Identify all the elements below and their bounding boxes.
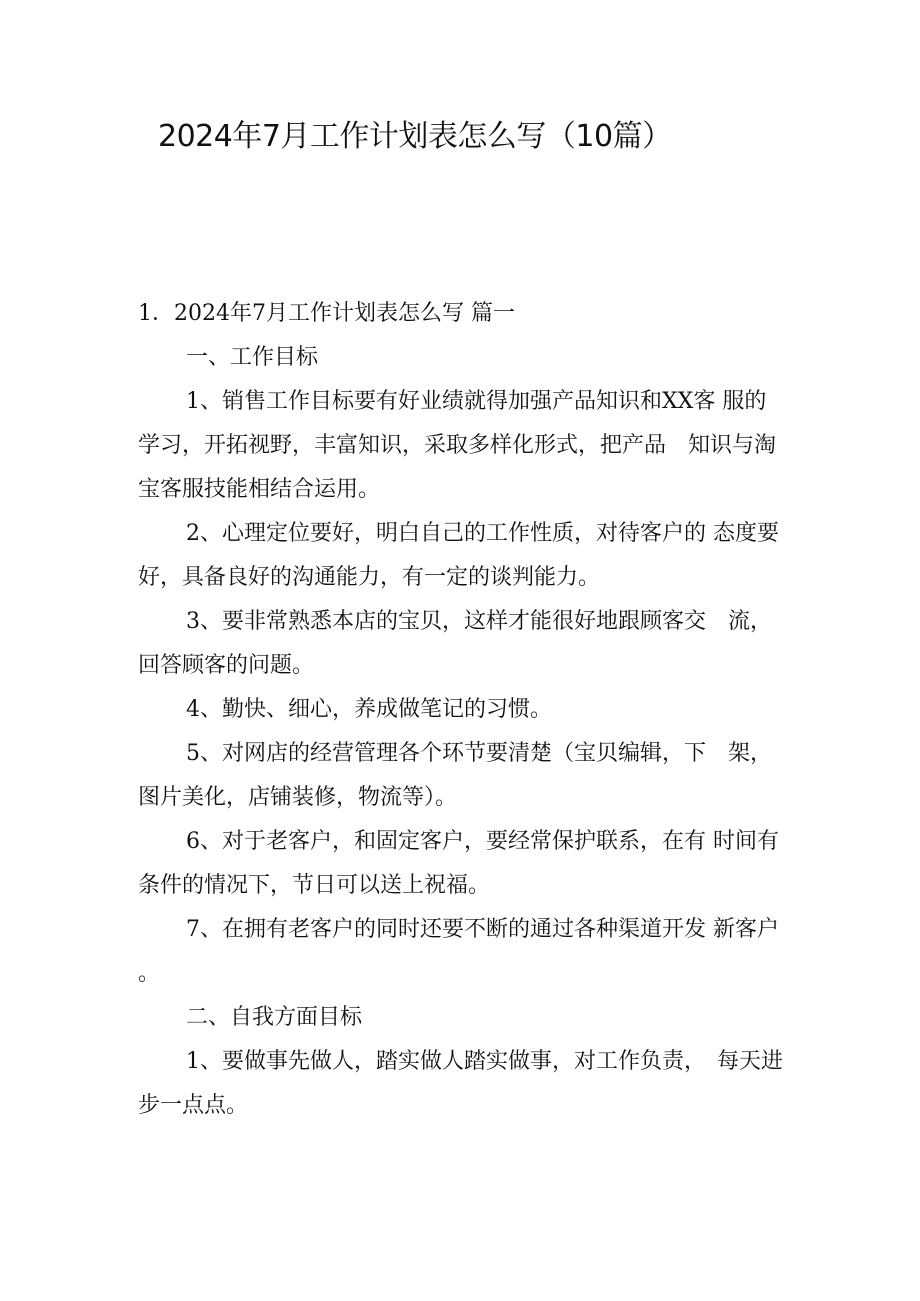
paragraph-item-2: 2、心理定位要好，明白自己的工作性质，对待客户的 态度要好，具备良好的沟通能力，有一定的谈判能力。 [138, 521, 779, 590]
paragraph-item-6: 6、对于老客户，和固定客户，要经常保护联系，在有 时间有条件的情况下，节日可以送上祝福。 [138, 829, 779, 898]
paragraph-item-1: 1、销售工作目标要有好业绩就得加强产品知识和XX客 服的学习，开拓视野，丰富知识，采取多样化形式，把产品 知识与淘宝客服技能相结合运用。 [138, 389, 777, 502]
paragraph-item-4: 4、勤快、细心，养成做笔记的习惯。 [186, 697, 552, 722]
subheading-self-goals: 二、自我方面目标 [186, 1005, 363, 1030]
paragraph-item-7: 7、在拥有老客户的同时还要不断的通过各种渠道开发 新客户。 [138, 917, 779, 986]
paragraph-self-item-1: 1、要做事先做人，踏实做人踏实做事，对工作负责， 每天进步一点点。 [138, 1049, 783, 1118]
paragraph-item-5: 5、对网店的经营管理各个环节要清楚（宝贝编辑，下 架，图片美化，店铺装修，物流等）。 [138, 741, 772, 810]
paragraph-item-3: 3、要非常熟悉本店的宝贝，这样才能很好地跟顾客交 流，回答顾客的问题。 [138, 609, 772, 678]
document-body [138, 292, 788, 1128]
section-heading: 1．2024年7月工作计划表怎么写 篇一 [138, 301, 515, 326]
document-title: 2024年7月工作计划表怎么写（10篇） [158, 119, 672, 154]
subheading-work-goals: 一、工作目标 [186, 345, 319, 370]
